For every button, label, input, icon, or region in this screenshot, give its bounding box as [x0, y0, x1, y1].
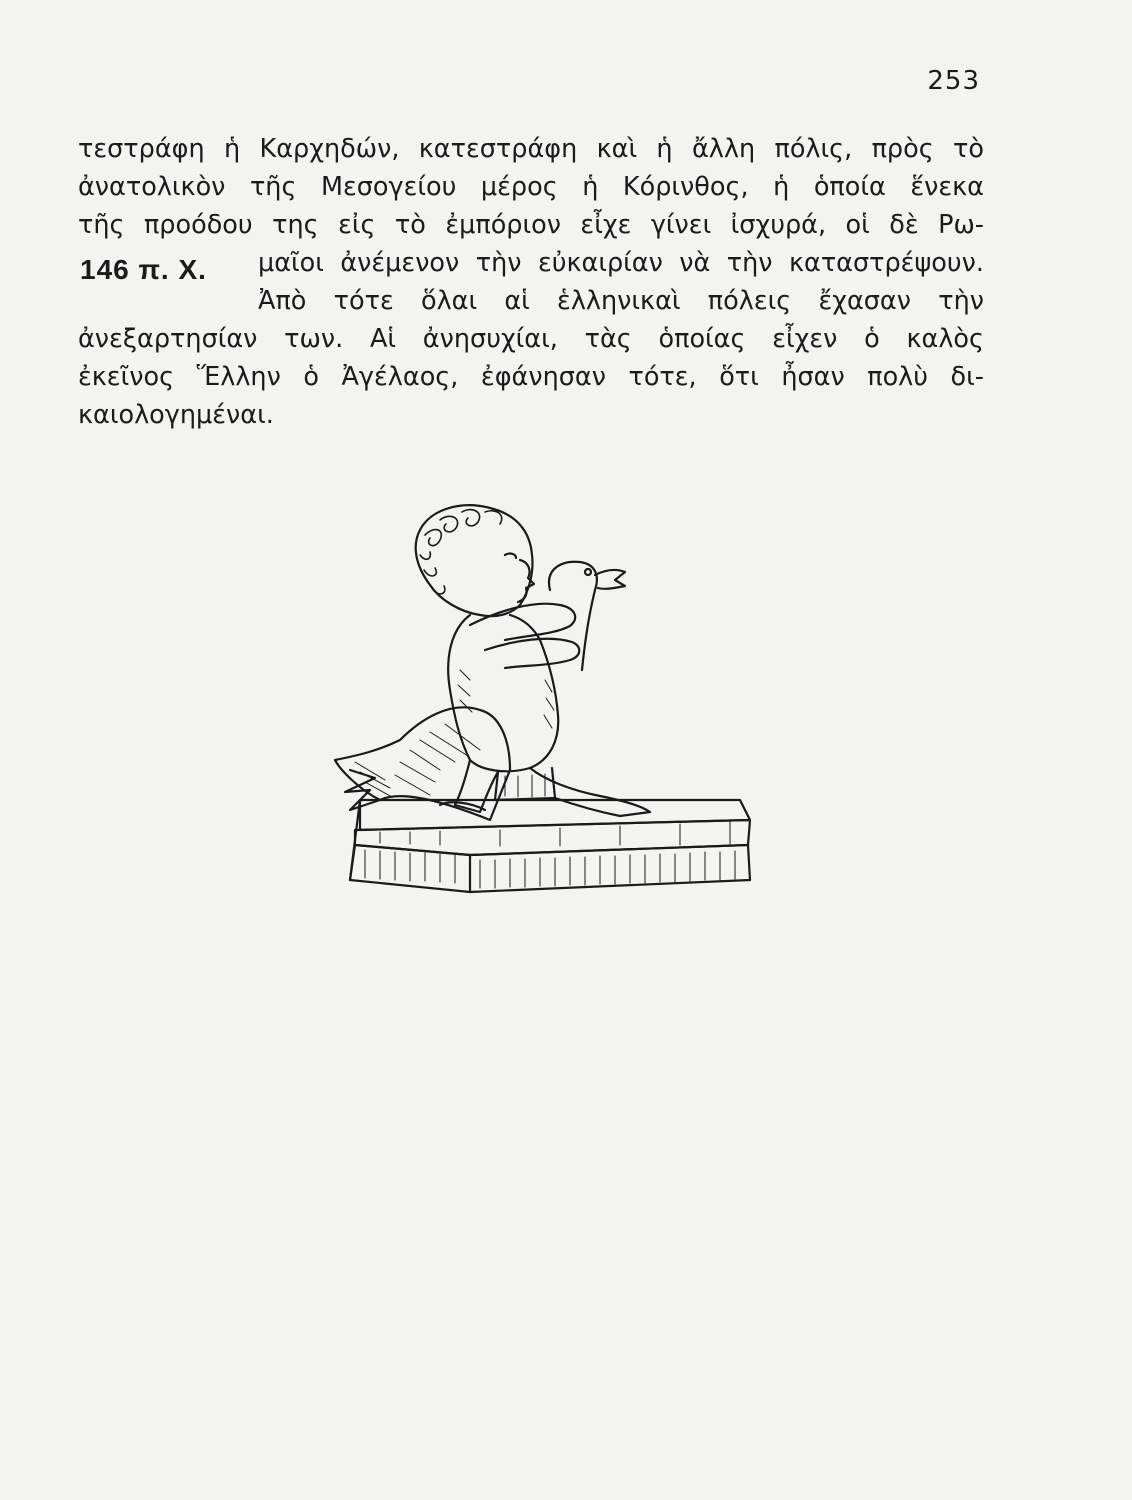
- text-line: ἀνεξαρτησίαν των. Αἱ ἀνησυχίαι, τὰς ὁποίας εἶχεν ὁ καλὸς: [78, 324, 984, 354]
- statue-illustration: [320, 500, 780, 1100]
- text-line: ἐκεῖνος Ἕλλην ὁ Ἀγέλαος, ἐφάνησαν τότε, ὅτι ἦσαν πολὺ δι-: [78, 362, 984, 392]
- page-number: 253: [927, 66, 980, 96]
- text-line: τεστράφη ἡ Καρχηδών, κατεστράφη καὶ ἡ ἄλλη πόλις, πρὸς τὸ: [78, 134, 984, 164]
- text-line: μαῖοι ἀνέμενον τὴν εὐκαιρίαν νὰ τὴν καταστρέψουν.: [258, 248, 984, 278]
- plinth: [350, 800, 750, 892]
- text-line: Ἀπὸ τότε ὅλαι αἱ ἑλληνικαὶ πόλεις ἔχασαν τὴν: [258, 286, 984, 316]
- text-line: καιολογημέναι.: [78, 400, 274, 430]
- child-figure: [416, 505, 650, 816]
- margin-note-date: 146 π. Χ.: [80, 254, 207, 285]
- goose-body: [335, 562, 625, 820]
- body-text: [78, 130, 984, 434]
- text-line: ἀνατολικὸν τῆς Μεσογείου μέρος ἡ Κόρινθος, ἡ ὁποία ἕνεκα: [78, 172, 984, 202]
- text-line: τῆς προόδου της εἰς τὸ ἐμπόριον εἶχε γίνει ἰσχυρά, οἱ δὲ Ρω-: [78, 210, 984, 240]
